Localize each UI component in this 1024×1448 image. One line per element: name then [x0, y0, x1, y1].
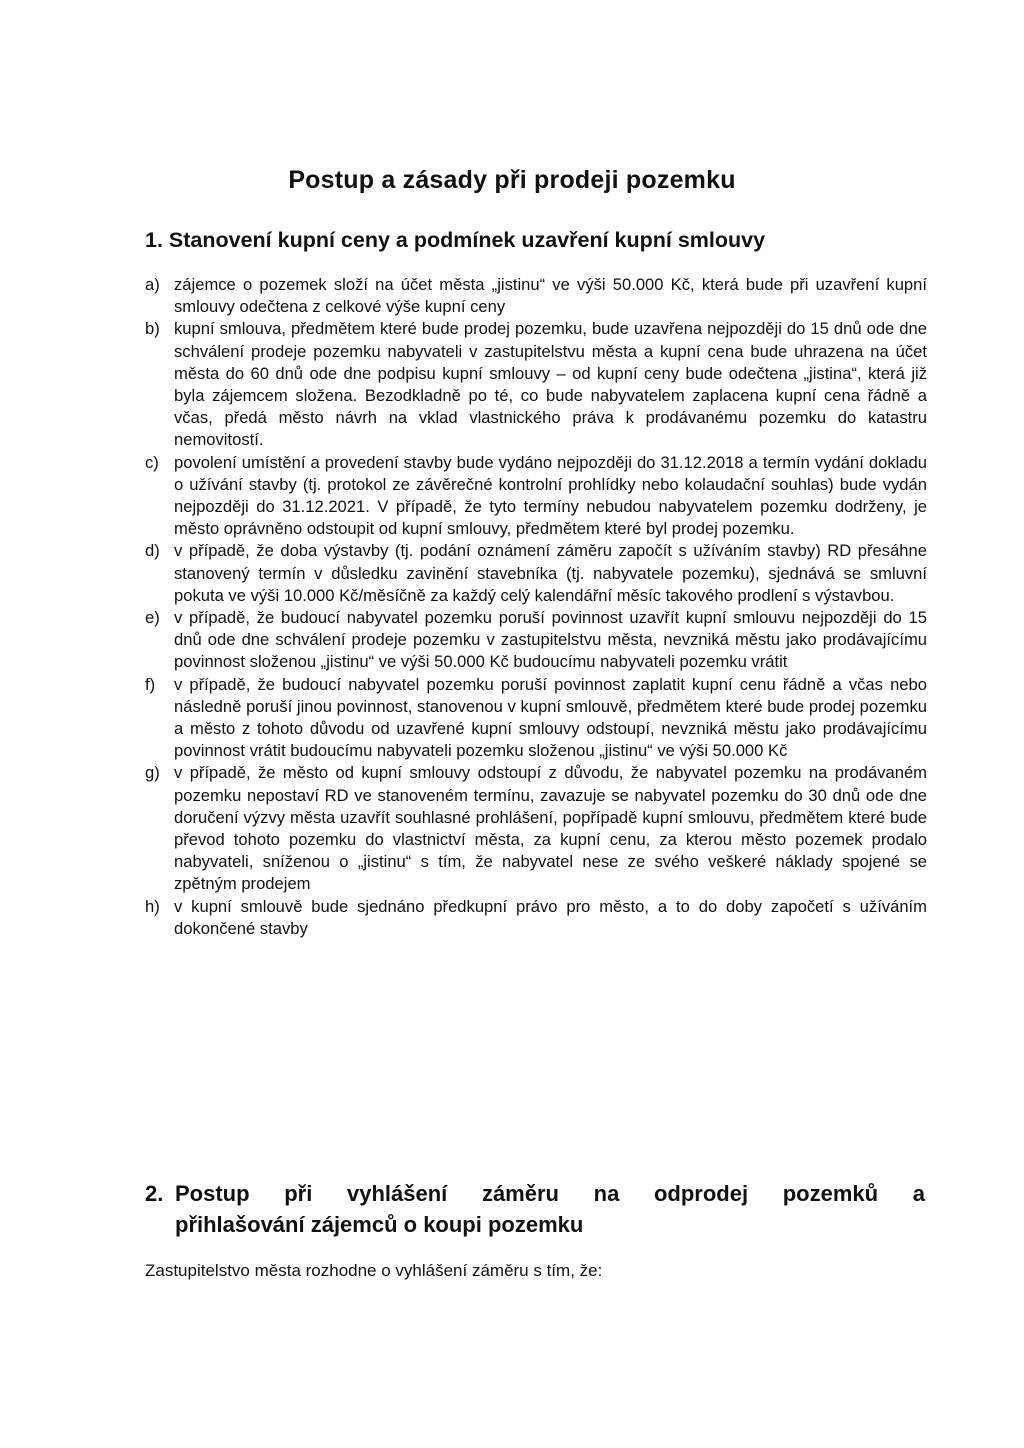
list-item-text: zájemce o pozemek složí na účet města „jistinu“ ve výši 50.000 Kč, která bude při uzavření kupní smlouvy odečtena z celkové výše kupní ceny: [174, 275, 927, 317]
section-2-title-line-1: Postup při vyhlášení záměru na odprodej pozemků a: [175, 1181, 925, 1206]
section-2-title-line-2: přihlašování zájemců o koupi pozemku: [175, 1212, 584, 1237]
list-item-text: v případě, že město od kupní smlouvy odstoupí z důvodu, že nabyvatel pozemku na prodávaném pozemku nepostaví RD ve stanoveném termínu, zavazuje se nabyvatel pozemku do 30 dnů ode dne doručení výzvy města uzavřít souhlasné prohlášení, popřípadě kupní smlouvu, předmětem které bude převod tohoto pozemku do vlastnictví města, za kupní cenu, za kterou město pozemek prodalo nabyvateli, sníženou o „jistinu“ s tím, že nabyvatel nese ze svého veškeré náklady spojené se zpětným prodejem: [174, 763, 927, 894]
list-item-c: [145, 452, 927, 541]
section-2-heading: [145, 1178, 925, 1240]
section-2-intro: Zastupitelstvo města rozhodne o vyhlášení záměru s tím, že:: [145, 1261, 603, 1280]
list-item-label: g): [145, 763, 160, 783]
list-item-label: f): [145, 674, 156, 694]
list-item-d: [145, 540, 927, 607]
list-item-text: v kupní smlouvě bude sjednáno předkupní právo pro město, a to do doby započetí s užíváním dokončené stavby: [174, 896, 927, 938]
document-title: Postup a zásady při prodeji pozemku: [288, 166, 736, 194]
list-item-g: [145, 762, 927, 895]
list-item-label: h): [145, 896, 160, 916]
list-item-e: [145, 607, 927, 674]
list-item-label: e): [145, 608, 160, 628]
list-item-text: povolení umístění a provedení stavby bude vydáno nejpozději do 31.12.2018 a termín vydání dokladu o užívání stavby (tj. protokol ze závěrečné kontrolní prohlídky nebo kolaudační souhlas) bude vydán nejpozději do 31.12.2021. V případě, že tyto termíny nebudou nabyvatelem pozemku dodrženy, je město oprávněno odstoupit od kupní smlouvy, předmětem které byl prodej pozemku.: [174, 452, 927, 539]
list-item-text: v případě, že budoucí nabyvatel pozemku poruší povinnost zaplatit kupní cenu řádně a včas nebo následně poruší jinou povinnost, stanovenou v kupní smlouvě, předmětem které bude prodej pozemku a město z tohoto důvodu od uzavřené kupní smlouvy odstoupí, nevzniká městu jako prodávajícímu povinnost vrátit budoucímu nabyvateli pozemku složenou „jistinu“ ve výši 50.000 Kč: [174, 674, 927, 761]
list-item-b: [145, 318, 927, 451]
list-item-a: [145, 274, 927, 318]
list-item-h: [145, 896, 927, 940]
section-2-title: [175, 1178, 925, 1240]
list-item-text: v případě, že budoucí nabyvatel pozemku poruší povinnost uzavřít kupní smlouvu nejpozději do 15 dnů ode dne schválení prodeje pozemku v zastupitelstvu města, nevzniká městu jako prodávajícímu povinnost složenou „jistinu“ ve výši 50.000 Kč budoucímu nabyvateli pozemku vrátit: [174, 608, 927, 672]
section-2-number: 2.: [145, 1181, 164, 1206]
list-item-label: d): [145, 541, 160, 561]
list-item-label: b): [145, 319, 160, 339]
list-item-text: kupní smlouva, předmětem které bude prodej pozemku, bude uzavřena nejpozději do 15 dnů ode dne schválení prodeje pozemku nabyvateli v zastupitelstvu města a kupní cena bude uhrazena na účet města do 60 dnů ode dne podpisu kupní smlouvy – od kupní ceny bude odečtena „jistina“, která již byla zájemcem složena. Bezodkladně po té, co bude nabyvatelem zaplacena kupní cena řádně a včas, předá město návrh na vklad vlastnického práva k prodávanému pozemku do katastru nemovitostí.: [174, 319, 927, 450]
list-item-label: a): [145, 275, 160, 294]
section-1-heading: 1. Stanovení kupní ceny a podmínek uzavření kupní smlouvy: [145, 228, 766, 252]
list-item-f: [145, 674, 927, 763]
list-item-text: v případě, že doba výstavby (tj. podání oznámení záměru započít s užíváním stavby) RD přesáhne stanovený termín v důsledku zavinění stavebníka (tj. nabyvatele pozemku), sjednává se smluvní pokuta ve výši 10.000 Kč/měsíčně za každý celý kalendářní měsíc takového prodlení s výstavbou.: [174, 541, 927, 605]
list-item-label: c): [145, 452, 159, 472]
section-1-list: [145, 274, 927, 940]
